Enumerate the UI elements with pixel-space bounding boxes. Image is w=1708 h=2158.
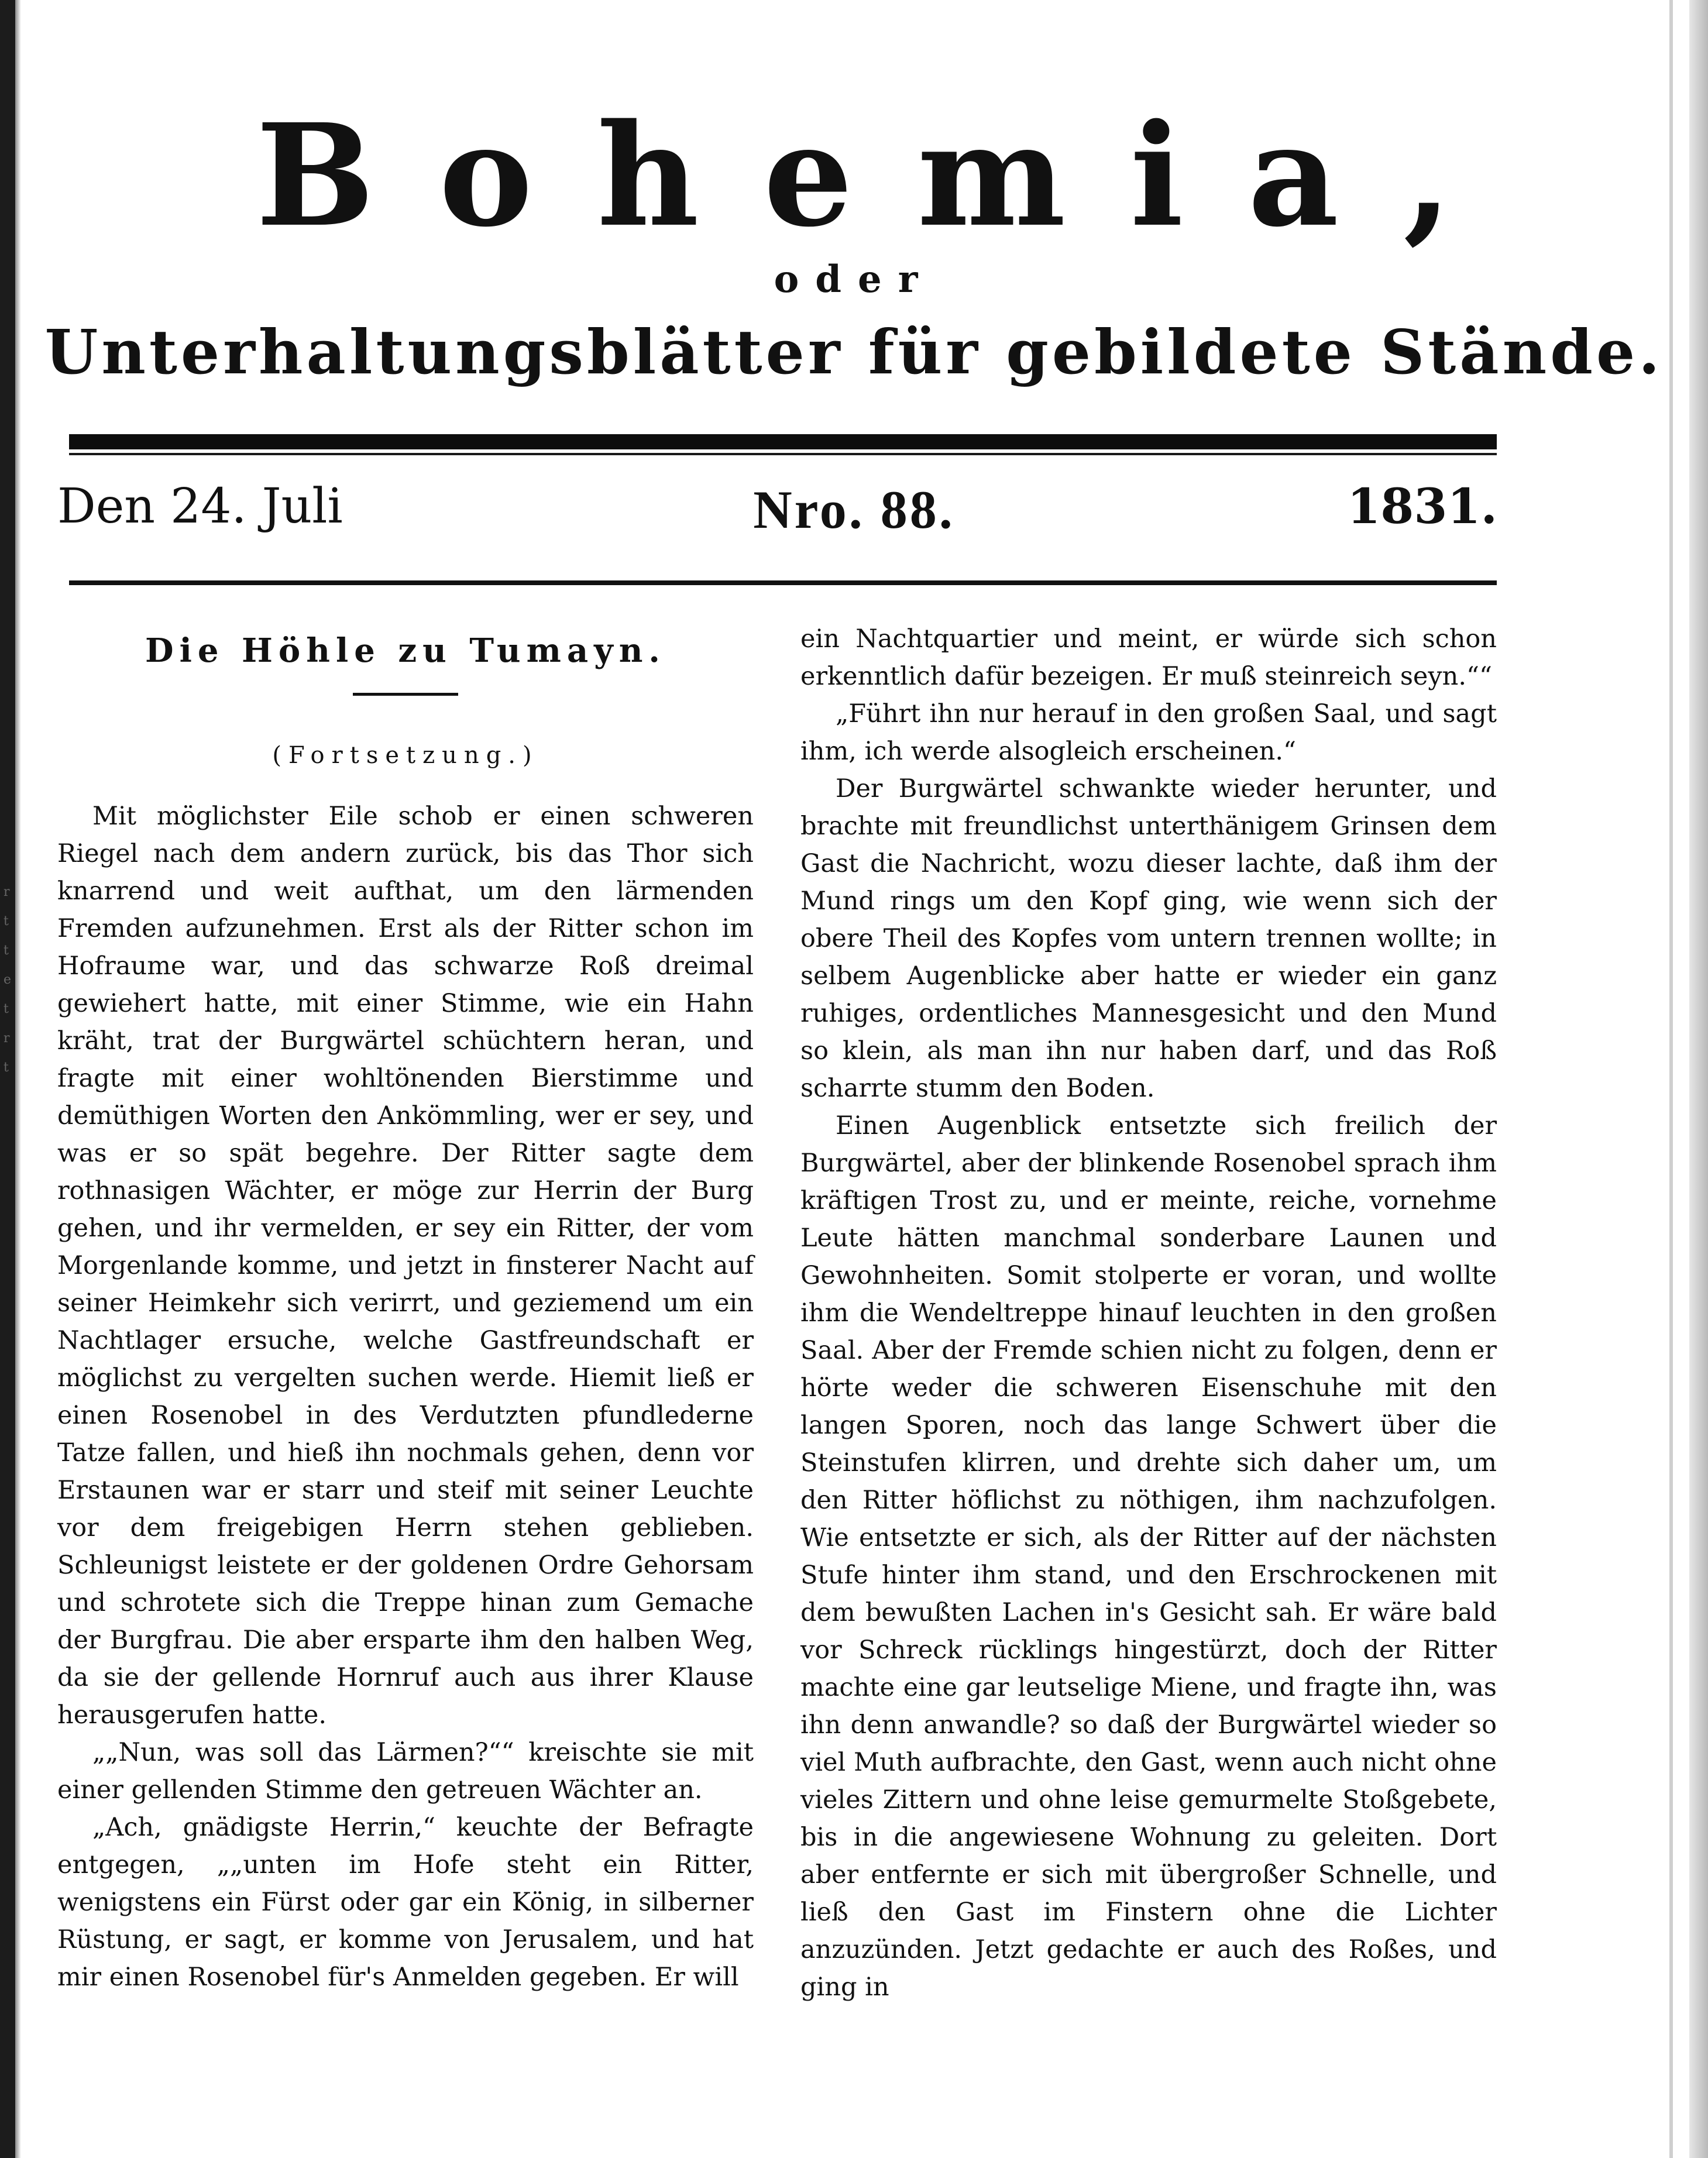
masthead-subtitle: Unterhaltungsblätter für gebildete Stände. xyxy=(44,316,1664,388)
issue-year: 1831. xyxy=(1347,479,1497,535)
masthead-rule-thin xyxy=(69,453,1497,455)
dateline-rule xyxy=(69,580,1497,585)
title-rule xyxy=(353,693,458,696)
margin-marks: r t t e t r t xyxy=(4,885,12,1075)
paragraph: „Ach, gnädigste Herrin,“ keuchte der Befragte entgegen, „„unten im Hofe steht ein Ritter, wenigstens ein Fürst oder gar ein König, in silberner Rüstung, er sagt, er komme von Jerusalem, und hat mir einen Rosenobel für's Anmelden gegeben. Er will xyxy=(57,1813,754,1992)
masthead-rule-thick xyxy=(69,434,1497,449)
issue-date: Den 24. Juli xyxy=(57,479,343,534)
paragraph: Einen Augenblick entsetzte sich freilich der Burgwärtel, aber der blinkende Rosenobel sprach ihm kräftigen Trost zu, und er meinte, reiche, vornehme Leute hätten manchmal sonderbare Launen und Gewohnheiten. Somit stolperte er voran, und wollte ihm die Wendeltreppe hinauf leuchten in den großen Saal. Aber der Fremde schien nicht zu folgen, denn er hörte weder die schweren Eisenschuhe mit den langen Sporen, noch das lange Schwert über die Steinstufen klirren, und drehte sich daher um, um den Ritter höflichst zu nöthigen, ihm nachzufolgen. Wie entsetzte er sich, als der Ritter auf der nächsten Stufe hinter ihm stand, und den Erschrockenen mit dem bewußten Lachen in's Gesicht sah. Er wäre bald vor Schreck rücklings hingestürzt, doch der Ritter machte eine gar leutselige Miene, und fragte ihn, was ihn denn anwandle? so daß der Burgwärtel wieder so viel Muth aufbrachte, den Gast, wenn auch nicht ohne vieles Zittern und ohne leise gemurmelte Stoßgebete, bis in die angewiesene Wohnung zu geleiten. Dort aber entfernte er sich mit übergroßer Schnelle, und ließ den Gast im Finstern ohne die Lichter anzuzünden. Jetzt gedachte er auch des Roßes, und ging in xyxy=(800,1111,1497,2002)
right-column xyxy=(800,620,1497,2006)
paragraph: Mit möglichster Eile schob er einen schweren Riegel nach dem andern zurück, bis das Thor sich knarrend und weit aufthat, um den lärmenden Fremden aufzunehmen. Erst als der Ritter schon im Hofraume war, und das schwarze Roß dreimal gewiehert hatte, mit einer Stimme, wie ein Hahn kräht, trat der Burgwärtel schüchtern heran, und fragte mit einer wohltönenden Bierstimme und demüthigen Worten den Ankömmling, wer er sey, und was er so spät begehre. Der Ritter sagte dem rothnasigen Wächter, er möge zur Herrin der Burg gehen, und ihr vermelden, er sey ein Ritter, der vom Morgenlande komme, und jetzt in finsterer Nacht auf seiner Heimkehr sich verirrt, und geziemend um ein Nachtlager ersuche, welche Gastfreundschaft er möglichst zu vergelten suchen werde. Hiemit ließ er einen Rosenobel in des Verdutzten pfundlederne Tatze fallen, und hieß ihn nochmals gehen, denn vor Erstaunen war er starr und steif mit seiner Leuchte vor dem freigebigen Herrn stehen geblieben. Schleunigst leistete er der goldenen Ordre Gehorsam und schrotete sich die Treppe hinan zum Gemache der Burgfrau. Die aber ersparte ihm den halben Weg, da sie der gellende Hornruf auch aus ihrer Klause herausgerufen hatte. xyxy=(57,802,754,1730)
issue-number: Nro. 88. xyxy=(753,480,955,540)
left-column xyxy=(57,620,754,1996)
article-title: Die Höhle zu Tumayn. xyxy=(145,631,666,670)
masthead-title: Bohemia, xyxy=(256,93,1517,258)
paragraph: „Führt ihn nur herauf in den großen Saal, und sagt ihm, ich werde alsogleich erscheinen.“ xyxy=(800,699,1497,766)
masthead-oder: oder xyxy=(774,257,934,301)
paragraph: „„Nun, was soll das Lärmen?““ kreischte sie mit einer gellenden Stimme den getreuen Wächter an. xyxy=(57,1738,754,1805)
paragraph: ein Nachtquartier und meint, er würde sich schon erkenntlich dafür bezeigen. Er muß steinreich seyn.““ xyxy=(800,624,1497,691)
continuation-note: (Fortsetzung.) xyxy=(272,742,539,769)
paragraph: Der Burgwärtel schwankte wieder herunter, und brachte mit freundlichst unterthänigem Grinsen dem Gast die Nachricht, wozu dieser lachte, daß ihm der Mund rings um den Kopf ging, wie wenn sich der obere Theil des Kopfes vom untern trennen wollte; in selbem Augenblicke aber hatte er wieder ein ganz ruhiges, ordentliches Mannesgesicht und den Mund so klein, als man ihn nur haben darf, und das Roß scharrte stumm den Boden. xyxy=(800,774,1497,1103)
